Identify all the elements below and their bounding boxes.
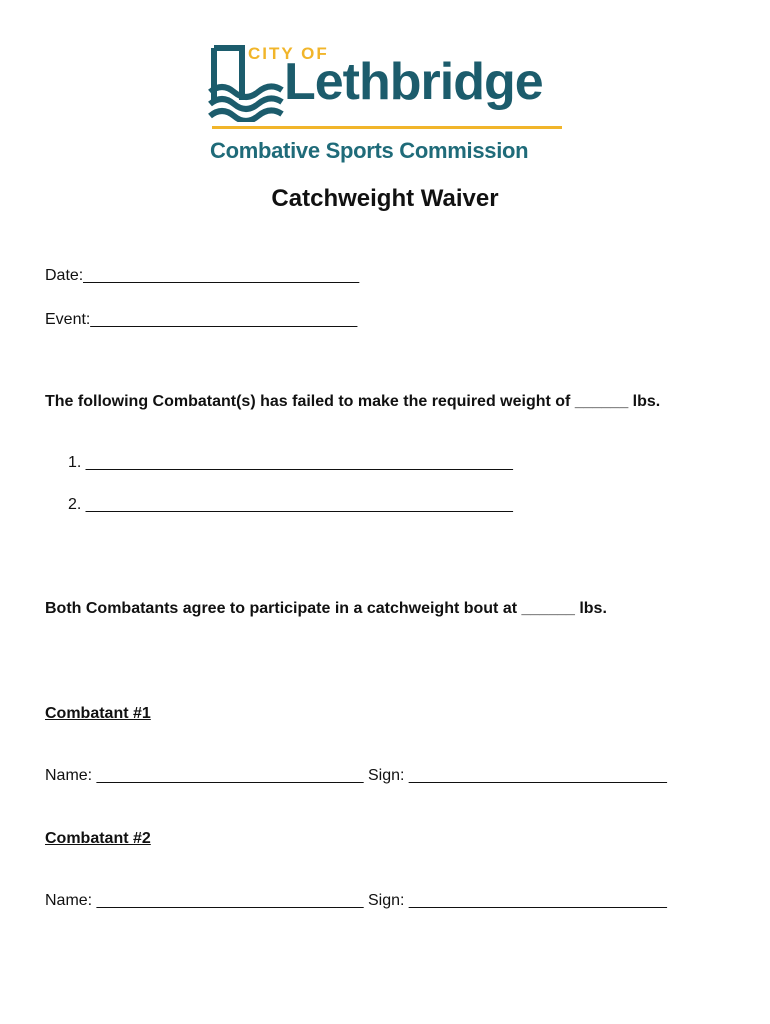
date-field[interactable]: Date:_______________________________ <box>45 267 360 284</box>
combatant-2-heading: Combatant #2 <box>45 830 151 847</box>
document-title: Catchweight Waiver <box>271 185 499 212</box>
logo-city-name: Lethbridge <box>284 53 543 111</box>
catchweight-agreement-statement: Both Combatants agree to participate in a catchweight bout at ______ lbs. <box>45 600 607 617</box>
event-field[interactable]: Event:______________________________ <box>45 311 358 328</box>
combatant-list-item-1[interactable]: 1. ________________________________________________ <box>68 454 513 471</box>
logo-city-of: CITY OF <box>248 44 329 63</box>
logo-divider <box>212 126 562 129</box>
logo-commission: Combative Sports Commission <box>210 138 529 163</box>
combatant-1-heading: Combatant #1 <box>45 705 151 722</box>
city-logo <box>208 42 564 166</box>
failed-weight-statement: The following Combatant(s) has failed to make the required weight of ______ lbs. <box>45 393 661 410</box>
combatant-2-name-sign-line[interactable]: Name: ______________________________ Sign: _____________________________ <box>45 892 667 909</box>
combatant-list-item-2[interactable]: 2. ________________________________________________ <box>68 496 513 513</box>
combatant-1-name-sign-line[interactable]: Name: ______________________________ Sign: _____________________________ <box>45 767 667 784</box>
